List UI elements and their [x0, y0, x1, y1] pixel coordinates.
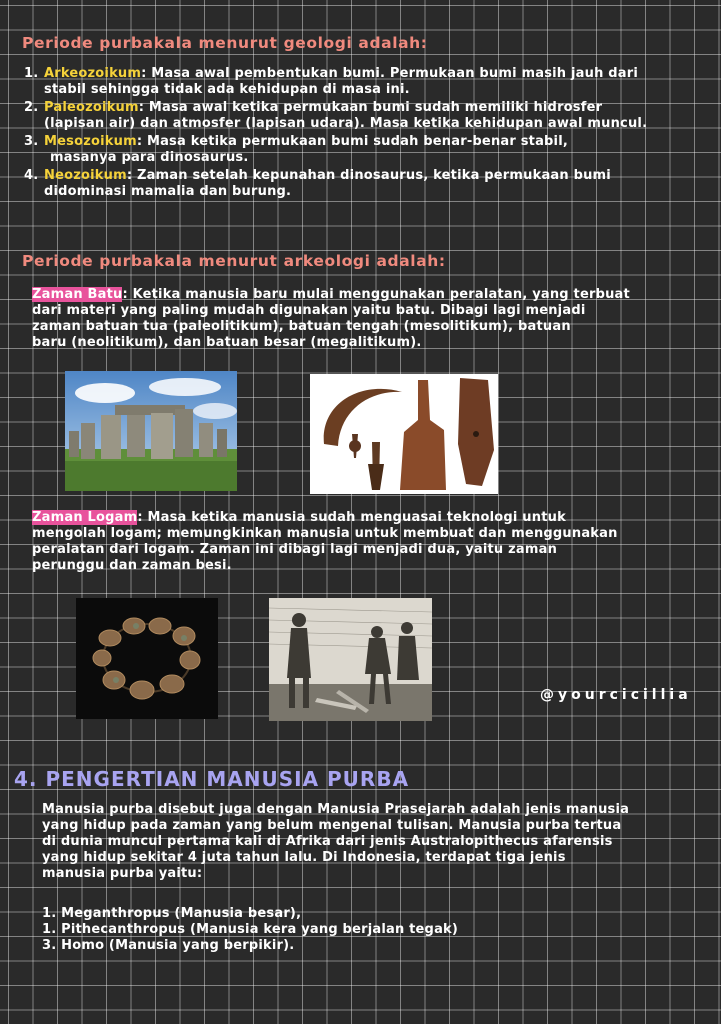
- list-text: didominasi mamalia dan burung.: [44, 184, 292, 199]
- term-zaman-batu: Zaman Batu: [32, 287, 123, 302]
- list-item: [24, 66, 718, 98]
- paragraph-line: yang hidup sekitar 4 juta tahun lalu. Di Indonesia, terdapat tiga jenis: [42, 850, 566, 865]
- paragraph-line: di dunia muncul pertama kali di Afrika dari jenis Australopithecus afarensis: [42, 834, 613, 849]
- paragraph-line: baru (neolitikum), dan batuan besar (megalitikum).: [32, 335, 422, 350]
- list-number: 3.: [24, 134, 39, 149]
- section-4-title: 4. PENGERTIAN MANUSIA PURBA: [14, 767, 410, 791]
- paragraph-line: : Ketika manusia baru mulai menggunakan peralatan, yang terbuat: [122, 287, 630, 302]
- list-number: 2.: [24, 100, 39, 115]
- list-number: 1.: [24, 66, 39, 81]
- list-number: 4.: [24, 168, 39, 183]
- paragraph-line: peralatan dari logam. Zaman ini dibagi lagi menjadi dua, yaitu zaman: [32, 542, 558, 557]
- paragraph-line: manusia purba yaitu:: [42, 866, 203, 881]
- zaman-logam-paragraph: [32, 510, 716, 574]
- manusia-purba-list: [42, 906, 718, 954]
- bronze-bracelet-photo: [76, 598, 218, 719]
- list-item: 3. Homo (Manusia yang berpikir).: [42, 938, 295, 953]
- author-signature: @yourcicillia: [540, 687, 692, 703]
- term-paleozoikum: Paleozoikum: [44, 100, 139, 115]
- list-text: masanya para dinosaurus.: [50, 150, 249, 165]
- list-item: [24, 168, 718, 200]
- list-text: (lapisan air) dan atmosfer (lapisan udara). Masa ketika kehidupan awal muncul.: [44, 116, 648, 131]
- list-item: 1. Pithecanthropus (Manusia kera yang berjalan tegak): [42, 922, 459, 937]
- term-mesozoikum: Mesozoikum: [44, 134, 137, 149]
- metalworkers-illustration: [269, 598, 432, 721]
- term-arkeozoikum: Arkeozoikum: [44, 66, 142, 81]
- list-text: : Masa awal ketika permukaan bumi sudah memiliki hidrosfer: [138, 100, 603, 115]
- list-text: : Zaman setelah kepunahan dinosaurus, ketika permukaan bumi: [126, 168, 611, 183]
- paragraph-line: dari materi yang paling mudah digunakan yaitu batu. Dibagi lagi menjadi: [32, 303, 586, 318]
- paragraph-line: yang hidup pada zaman yang belum mengenal tulisan. Manusia purba tertua: [42, 818, 622, 833]
- paragraph-line: Manusia purba disebut juga dengan Manusia Prasejarah adalah jenis manusia: [42, 802, 630, 817]
- bracelet-image-icon: [76, 598, 218, 719]
- geologi-list: [24, 66, 718, 200]
- stone-tools-photo: [310, 374, 498, 494]
- stonehenge-photo: [65, 371, 237, 491]
- zaman-batu-paragraph: [32, 287, 716, 351]
- list-item: [24, 134, 718, 166]
- section-4-paragraph: [42, 802, 718, 882]
- geologi-heading: Periode purbakala menurut geologi adalah:: [22, 34, 428, 52]
- term-zaman-logam: Zaman Logam: [32, 510, 138, 525]
- list-item: 1. Meganthropus (Manusia besar),: [42, 906, 302, 921]
- list-text: stabil sehingga tidak ada kehidupan di masa ini.: [44, 82, 410, 97]
- paragraph-line: perunggu dan zaman besi.: [32, 558, 232, 573]
- list-item: [24, 100, 718, 132]
- term-neozoikum: Neozoikum: [44, 168, 127, 183]
- list-text: : Masa ketika permukaan bumi sudah benar-benar stabil,: [136, 134, 568, 149]
- stone-tools-image-icon: [310, 374, 498, 494]
- stonehenge-image-icon: [65, 371, 237, 491]
- paragraph-line: zaman batuan tua (paleolitikum), batuan tengah (mesolitikum), batuan: [32, 319, 571, 334]
- paragraph-line: : Masa ketika manusia sudah menguasai teknologi untuk: [137, 510, 566, 525]
- paragraph-line: mengolah logam; memungkinkan manusia untuk membuat dan menggunakan: [32, 526, 618, 541]
- list-text: : Masa awal pembentukan bumi. Permukaan bumi masih jauh dari: [141, 66, 638, 81]
- arkeologi-heading: Periode purbakala menurut arkeologi adalah:: [22, 252, 446, 270]
- engraving-image-icon: [269, 598, 432, 721]
